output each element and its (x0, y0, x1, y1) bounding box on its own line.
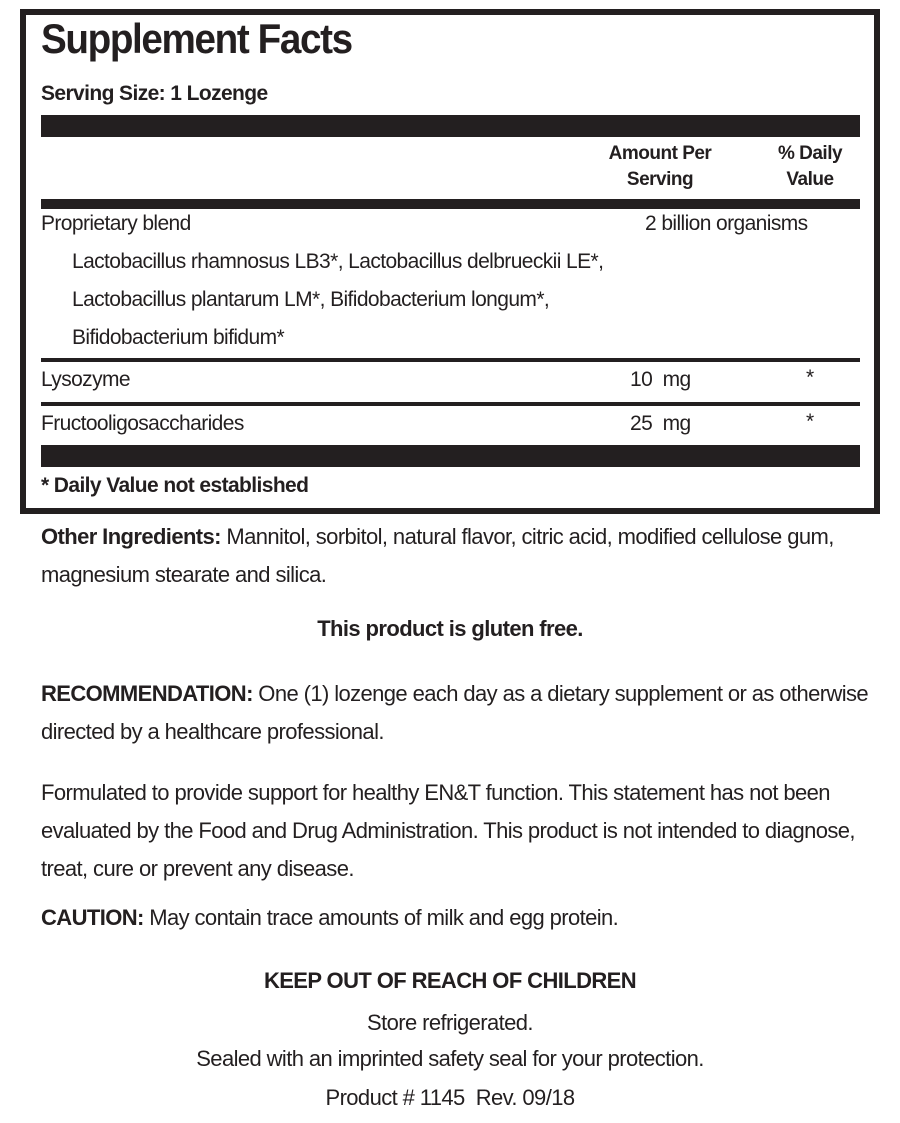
other-ingredients: Other Ingredients: Mannitol, sorbitol, natural flavor, citric acid, modified cellulose gum, magnesium stearate and silica. (41, 524, 834, 587)
thick-divider (41, 445, 860, 467)
keep-out-warning: KEEP OUT OF REACH OF CHILDREN (263, 968, 637, 993)
row-name: Fructooligosaccharides (41, 412, 244, 435)
blend-ingredients-line: Lactobacillus plantarum LM*, Bifidobacterium longum*, (72, 288, 550, 311)
row-name: Lysozyme (41, 368, 130, 391)
thin-divider (41, 402, 860, 406)
thick-divider (41, 115, 860, 137)
blend-ingredients-line: Bifidobacterium bifidum* (72, 326, 285, 349)
medium-divider (41, 199, 860, 209)
gluten-free-statement: This product is gluten free. (317, 616, 583, 641)
row-amount: 25 mg (630, 412, 691, 435)
serving-size: Serving Size: 1 Lozenge (41, 82, 268, 105)
fda-disclaimer: Formulated to provide support for healthy EN&T function. This statement has not been evaluated by the Food and Drug Administration. This product is not intended to diagnose, treat, cure or prevent any disease. (41, 780, 855, 881)
daily-value-header: % Daily Value (777, 143, 843, 190)
row-dv: * (806, 410, 814, 433)
footnote: * Daily Value not established (41, 474, 309, 497)
row-dv: * (806, 366, 814, 389)
blend-name: Proprietary blend (41, 212, 191, 235)
caution: CAUTION: May contain trace amounts of milk and egg protein. (41, 905, 619, 930)
row-amount: 10 mg (630, 368, 691, 391)
label-title: Supplement Facts (41, 15, 352, 62)
recommendation: RECOMMENDATION: One (1) lozenge each day as a dietary supplement or as otherwise directed by a healthcare professional. (41, 681, 869, 744)
thin-divider (41, 358, 860, 362)
amount-per-serving-header: Amount Per Serving (608, 143, 712, 190)
blend-amount: 2 billion organisms (645, 212, 808, 235)
blend-ingredients-line: Lactobacillus rhamnosus LB3*, Lactobacillus delbrueckii LE*, (72, 250, 604, 273)
product-number: Product # 1145 Rev. 09/18 (325, 1085, 575, 1110)
safety-seal-note: Sealed with an imprinted safety seal for your protection. (196, 1046, 704, 1071)
storage-instructions: Store refrigerated. (367, 1010, 533, 1035)
